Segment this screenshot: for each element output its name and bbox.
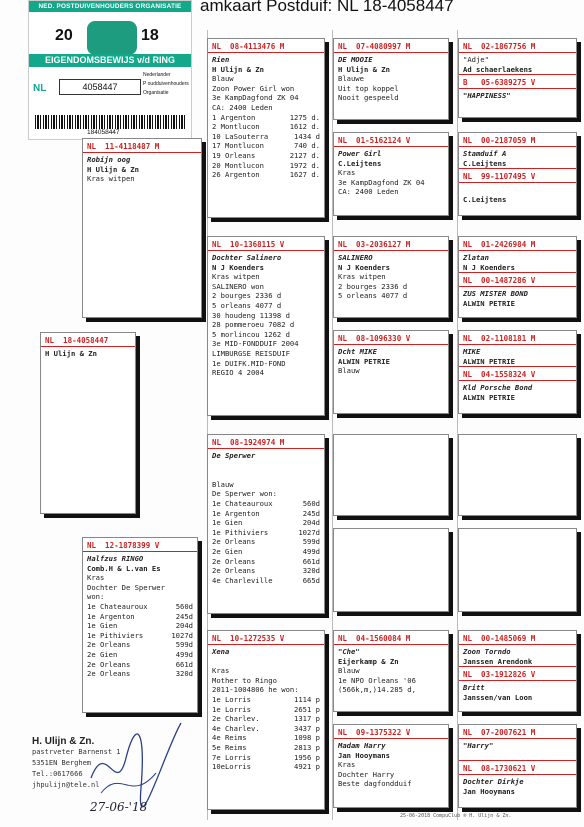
ring-number: NL 00-1487286 V — [463, 276, 536, 286]
race-result: 245d — [302, 508, 320, 518]
granddam-card — [207, 630, 325, 810]
badge-title: EIGENDOMSBEWIJS v/d RING — [29, 54, 191, 67]
race-name: 5e Reims — [212, 742, 247, 752]
race-result: 1114 p — [294, 694, 320, 704]
result-row — [212, 151, 320, 161]
race-result: 3437 p — [294, 723, 320, 733]
info-line: 3e KampDagfond ZK 04 — [338, 177, 425, 187]
great-grandparent-card — [333, 132, 449, 216]
badge-year-left: 20 — [55, 27, 73, 44]
bird-name: Dochter Salinero — [212, 253, 282, 262]
info-line: Blauw — [212, 479, 234, 489]
race-result: 1027d — [298, 527, 320, 537]
result-row — [212, 762, 320, 772]
owner-line: C.Leijtens — [463, 158, 507, 168]
race-result: 599d — [175, 640, 193, 650]
result-row — [212, 733, 320, 743]
bird-name: Xena — [212, 647, 230, 656]
race-name: 2e Orleans — [87, 640, 131, 650]
footer-credit: 25-06-2018 CompuClub ® H. Ulijn & Zn. — [400, 813, 512, 819]
ring-number: B 05-6389275 V — [463, 78, 536, 88]
ring-number: NL 02-1108181 M — [463, 334, 536, 343]
result-row — [212, 141, 320, 151]
owner-phone: Tel.:0617666 — [32, 770, 83, 778]
signature-scribble — [86, 718, 186, 808]
great-grandparent-card — [333, 38, 449, 120]
badge-country: NL — [33, 83, 47, 94]
race-name: 2e Orleans — [87, 669, 131, 679]
owner-line: H Ulijn & Zn — [87, 164, 139, 174]
divider — [459, 774, 576, 775]
npo-logo-icon — [87, 21, 137, 55]
ring-number: NL 01-2426984 M — [463, 240, 536, 249]
ring-number: NL 03-2036127 M — [338, 240, 411, 249]
race-name: 1e Lorris — [212, 694, 251, 704]
divider — [459, 146, 576, 147]
info-line: (566k,m,)14.285 d, — [338, 685, 416, 695]
owner-line: H Ulijn & Zn — [212, 64, 264, 74]
divider — [459, 760, 576, 761]
empty-card — [458, 434, 577, 516]
owner-email: jhpulijn@tele.nl — [32, 781, 100, 789]
divider — [208, 250, 324, 251]
divider — [459, 88, 576, 89]
result-row — [212, 132, 320, 142]
owner-line: ALWIN PETRIE — [463, 356, 515, 366]
badge-ring-number: 4058447 — [59, 79, 141, 95]
ring-number: NL 08-1924974 M — [212, 438, 285, 447]
result-row — [87, 650, 193, 660]
race-result: 4921 p — [294, 762, 320, 772]
info-line: LIMBURGSE REISDUIF — [212, 348, 290, 358]
owner-city: 5351EN Berghem — [32, 759, 92, 767]
divider — [459, 644, 576, 645]
race-name: 2e Charlev. — [212, 714, 260, 724]
info-line — [212, 657, 320, 667]
info-line: 2011-1004806 he won: — [212, 685, 299, 695]
result-row — [87, 669, 193, 679]
info-line: Kras witpen — [87, 174, 135, 184]
badge-option: Organisatie — [143, 90, 169, 96]
ring-number: NL 02-1867756 M — [463, 42, 536, 51]
ring-number: NL 07-4080997 M — [338, 42, 411, 51]
empty-card — [458, 528, 577, 612]
owner-line: ALWIN PETRIE — [463, 298, 515, 308]
divider — [334, 644, 448, 645]
bird-name: MIKE — [463, 347, 481, 356]
race-name: 19 Orleans — [212, 150, 256, 160]
results-list — [212, 695, 320, 772]
race-result: 245d — [175, 611, 193, 621]
empty-card — [333, 434, 449, 516]
owner-line: N J Koenders — [338, 262, 390, 272]
race-result: 499d — [302, 546, 320, 556]
divider — [459, 286, 576, 287]
signature-date: 27-06-'18 — [90, 800, 148, 814]
owner-line: C.Leijtens — [463, 194, 507, 204]
badge-org: NED. POSTDUIVENHOUDERS ORGANISATIE — [29, 1, 191, 12]
bird-name: Madam Harry — [338, 741, 386, 750]
race-result: 2813 p — [294, 742, 320, 752]
great-grandparent-card — [333, 330, 449, 414]
ring-number: NL 04-1560084 M — [338, 634, 411, 643]
info-line: Dochter De Sperwer — [87, 582, 165, 592]
owner-line: N J Koenders — [212, 262, 264, 272]
sire-card — [82, 138, 202, 318]
race-name: 20 Montlucon — [212, 160, 264, 170]
race-name: 1e Argenton — [212, 508, 260, 518]
result-row — [212, 547, 320, 557]
bird-name: Zlatan — [463, 253, 489, 262]
race-name: 10 LaSouterra — [212, 131, 269, 141]
result-row — [212, 705, 320, 715]
divider — [459, 366, 576, 367]
result-row — [212, 743, 320, 753]
owner-line: H Ulijn & Zn — [45, 349, 97, 358]
race-name: 1 Argenton — [212, 112, 256, 122]
results-list — [87, 602, 193, 679]
ring-number: NL 08-1730621 V — [463, 764, 536, 774]
great-grandparent-card — [333, 724, 449, 808]
race-result: 499d — [175, 649, 193, 659]
badge-option: Nederlander — [143, 72, 171, 78]
race-result: 661d — [302, 556, 320, 566]
badge-year-right: 18 — [141, 27, 159, 44]
result-row — [212, 509, 320, 519]
bird-name: Dochter Dirkje — [463, 777, 524, 787]
great-grandparent-card — [333, 236, 449, 318]
result-row — [212, 537, 320, 547]
race-result: 665d — [302, 575, 320, 585]
race-result: 204d — [175, 621, 193, 631]
ancestor-pair-card — [458, 724, 577, 808]
race-name: 7e Lorris — [212, 752, 251, 762]
result-row — [212, 161, 320, 171]
ring-number: NL 10-1368115 V — [212, 240, 285, 249]
info-line: Blauw — [338, 666, 360, 676]
ring-number: NL 11-4118487 M — [87, 142, 160, 151]
info-line: Uit top koppel — [338, 83, 399, 93]
info-line: Kras witpen — [338, 272, 386, 282]
race-result: 560d — [175, 601, 193, 611]
bird-name: Britt — [463, 683, 485, 693]
info-line: 5 orleans 4077 d — [338, 291, 408, 301]
race-name: 2e Orleans — [87, 659, 131, 669]
race-name: 2e Orleans — [212, 566, 256, 576]
ownership-certificate — [28, 0, 192, 140]
divider — [459, 344, 576, 345]
race-result: 1317 p — [294, 714, 320, 724]
race-name: 10eLorris — [212, 762, 251, 772]
race-result: 1434 d — [294, 131, 320, 141]
barcode-text: 184058447 — [87, 129, 120, 136]
info-line: Nooit gespeeld — [338, 93, 399, 103]
divider — [459, 380, 576, 381]
owner-line: N J Koenders — [463, 262, 515, 272]
owner-line: Jan Hooymans — [338, 750, 390, 760]
result-row — [212, 724, 320, 734]
divider — [83, 152, 201, 153]
race-result: 320d — [302, 566, 320, 576]
race-name: 2e Gien — [87, 649, 118, 659]
result-row — [212, 122, 320, 132]
dam-card — [82, 537, 198, 713]
info-line: 1e NPO Orleans '06 — [338, 675, 416, 685]
owner-line: H Ulijn & Zn — [338, 64, 390, 74]
info-line: Beste dagfondduif — [338, 779, 412, 789]
info-line: REGIO 4 2004 — [212, 368, 264, 378]
race-result: 320d — [175, 669, 193, 679]
result-row — [212, 528, 320, 538]
info-line: SALINERO won — [212, 281, 264, 291]
info-line: CA: 2400 Leden — [212, 102, 273, 112]
ring-number: NL 09-1375322 V — [338, 728, 411, 737]
ring-number: NL 07-2007621 M — [463, 728, 536, 737]
ring-number: NL 00-2187059 M — [463, 136, 536, 145]
result-row — [212, 170, 320, 180]
divider — [459, 666, 576, 667]
result-row — [212, 576, 320, 586]
owner-line: C.Leijtens — [338, 158, 382, 168]
info-line: 3e KampDagfond ZK 04 — [212, 93, 299, 103]
result-row — [87, 621, 193, 631]
ring-number: NL 10-1272535 V — [212, 634, 285, 643]
race-name: 4e Reims — [212, 733, 247, 743]
race-name: 1e Chateauroux — [212, 498, 273, 508]
info-line: Kras — [338, 168, 356, 178]
owner-line: Ad schaerlaekens — [463, 64, 533, 74]
race-result: 1612 d. — [289, 122, 320, 132]
owner-line: Janssen/van Loon — [463, 692, 533, 702]
owner-line: Comb.H & L.van Es — [87, 563, 161, 573]
result-row — [87, 660, 193, 670]
info-line: Blauwe — [338, 74, 364, 84]
race-name: 1e Lorris — [212, 704, 251, 714]
ancestor-pair-card — [458, 330, 577, 414]
ring-number: NL 08-1096330 V — [338, 334, 411, 343]
race-result: 204d — [302, 518, 320, 528]
info-line — [463, 751, 572, 761]
info-line: 5 orleans 4077 d — [212, 300, 282, 310]
divider — [459, 182, 576, 183]
ancestor-pair-card — [458, 38, 577, 118]
barcode — [35, 115, 185, 129]
race-result: 661d — [175, 659, 193, 669]
ring-number: NL 03-1912826 V — [463, 670, 536, 680]
divider — [334, 250, 448, 251]
result-row — [212, 695, 320, 705]
result-row — [212, 557, 320, 567]
race-result: 1027d — [171, 630, 193, 640]
bird-name: De Sperwer — [212, 451, 256, 460]
ring-number: NL 99-1107495 V — [463, 172, 536, 182]
page-title: amkaart Postduif: NL 18-4058447 — [200, 0, 454, 15]
subject-card — [40, 332, 136, 514]
race-name: 1e Chateauroux — [87, 601, 148, 611]
granddam-card — [207, 236, 325, 416]
race-name: 4e Charlev. — [212, 723, 260, 733]
info-line: CA: 2400 Leden — [338, 187, 399, 197]
bird-name: "Che" — [338, 647, 360, 656]
race-result: 2651 p — [294, 704, 320, 714]
bird-name: Kld Porsche Bond — [463, 383, 533, 393]
result-row — [212, 113, 320, 123]
race-result: 1627 d. — [289, 170, 320, 180]
race-result: 740 d. — [294, 141, 320, 151]
bird-name: Robijn oog — [87, 155, 131, 164]
great-grandparent-card — [333, 630, 449, 712]
info-line — [463, 185, 572, 195]
result-row — [87, 631, 193, 641]
divider — [208, 52, 324, 53]
info-line: Kras witpen — [212, 272, 260, 282]
bird-name: Halfzus RINGO — [87, 554, 144, 563]
result-row — [212, 518, 320, 528]
race-result: 1275 d. — [289, 112, 320, 122]
divider — [41, 346, 135, 347]
race-name: 2e Gien — [212, 546, 243, 556]
bird-name: Dcht MIKE — [338, 347, 377, 356]
info-line — [212, 461, 320, 471]
result-row — [87, 612, 193, 622]
bird-name: ZUS MISTER BOND — [463, 289, 528, 299]
bird-name: "Adje" — [463, 55, 489, 64]
race-result: 1972 d. — [289, 160, 320, 170]
info-line: 1e DUIFK.MID-FOND — [212, 358, 286, 368]
ring-number: NL 12-1878399 V — [87, 541, 160, 550]
ring-number: NL 08-4113476 M — [212, 42, 285, 51]
divider — [83, 551, 197, 552]
ring-number: NL 00-1485069 M — [463, 634, 536, 643]
race-result: 1098 p — [294, 733, 320, 743]
divider — [459, 272, 576, 273]
race-name: 2e Orleans — [212, 556, 256, 566]
info-line: 2 bourges 2336 d — [212, 291, 282, 301]
info-line — [212, 470, 320, 480]
result-row — [87, 640, 193, 650]
bird-name: Rien — [212, 55, 230, 64]
ring-number: NL 18-4058447 — [45, 336, 109, 345]
bird-name: "HAPPINESS" — [463, 91, 511, 101]
ring-number: NL 04-1558324 V — [463, 370, 536, 380]
grandsire-card — [207, 38, 325, 218]
divider — [459, 168, 576, 169]
race-name: 1e Gien — [87, 621, 118, 631]
race-name: 2 Montlucon — [212, 122, 260, 132]
bird-name: SALINERO — [338, 253, 373, 262]
result-row — [212, 499, 320, 509]
info-line: Kras — [338, 760, 356, 770]
badge-option: P oudduivenhouders — [143, 81, 189, 87]
bird-name: Zoon Torndo — [463, 647, 511, 656]
owner-line: ALWIN PETRIE — [338, 356, 390, 366]
race-name: 26 Argenton — [212, 170, 260, 180]
grandsire-card — [207, 434, 325, 614]
badge-options — [143, 71, 189, 98]
results-list — [212, 113, 320, 180]
divider — [459, 738, 576, 739]
race-name: 4e Charleville — [212, 575, 273, 585]
race-result: 1956 p — [294, 752, 320, 762]
info-line: 30 houdeng 11398 d — [212, 310, 290, 320]
info-line: Blauw — [212, 74, 234, 84]
divider — [334, 52, 448, 53]
divider — [334, 738, 448, 739]
divider — [208, 448, 324, 449]
bird-name: Stamduif A — [463, 149, 507, 158]
info-line: 2 bourges 2336 d — [338, 281, 408, 291]
race-name: 1e Argenton — [87, 611, 135, 621]
info-line: Kras — [87, 573, 105, 583]
info-line: Dochter Harry — [338, 769, 395, 779]
results-list — [212, 499, 320, 585]
race-name: 17 Montlucon — [212, 141, 264, 151]
info-line: Zoon Power Girl won — [212, 83, 295, 93]
race-name: 1e Pithiviers — [212, 527, 269, 537]
race-name: 1e Pithiviers — [87, 630, 144, 640]
info-line: Mother to Ringo — [212, 675, 277, 685]
result-row — [212, 714, 320, 724]
bird-name: "Harry" — [463, 741, 494, 750]
owner-address: pastrveter Barnenst 1 — [32, 748, 121, 756]
info-line: Kras — [212, 666, 230, 676]
divider — [459, 250, 576, 251]
race-result: 560d — [302, 498, 320, 508]
owner-line: Janssen Arendonk — [463, 656, 533, 666]
owner-line: Eijerkamp & Zn — [338, 656, 399, 666]
divider — [208, 644, 324, 645]
info-line: 3e MID-FONDDUIF 2004 — [212, 339, 299, 349]
divider — [459, 52, 576, 53]
race-name: 2e Orleans — [212, 537, 256, 547]
info-line: 28 pommeroeu 7082 d — [212, 320, 295, 330]
ancestor-pair-card — [458, 236, 577, 318]
race-result: 599d — [302, 537, 320, 547]
divider — [459, 74, 576, 75]
divider — [334, 146, 448, 147]
owner-line: Jan Hooymans — [463, 786, 515, 796]
info-line: won: — [87, 592, 105, 602]
race-name: 1e Gien — [212, 518, 243, 528]
bird-name: DE MOOIE — [338, 55, 373, 64]
info-line: De Sperwer won: — [212, 489, 277, 499]
result-row — [212, 566, 320, 576]
info-line: 5 morlincou 1262 d — [212, 329, 290, 339]
empty-card — [333, 528, 449, 612]
owner-name: H. Ulijn & Zn. — [32, 736, 95, 747]
bird-name: Power Girl — [338, 149, 382, 158]
ancestor-pair-card — [458, 630, 577, 712]
race-result: 2127 d. — [289, 150, 320, 160]
ring-number: NL 01-5162124 V — [338, 136, 411, 145]
result-row — [212, 753, 320, 763]
result-row — [87, 602, 193, 612]
info-line: Blauw — [338, 366, 360, 376]
ancestor-pair-card — [458, 132, 577, 216]
divider — [334, 344, 448, 345]
divider — [459, 680, 576, 681]
owner-line: ALWIN PETRIE — [463, 392, 515, 402]
